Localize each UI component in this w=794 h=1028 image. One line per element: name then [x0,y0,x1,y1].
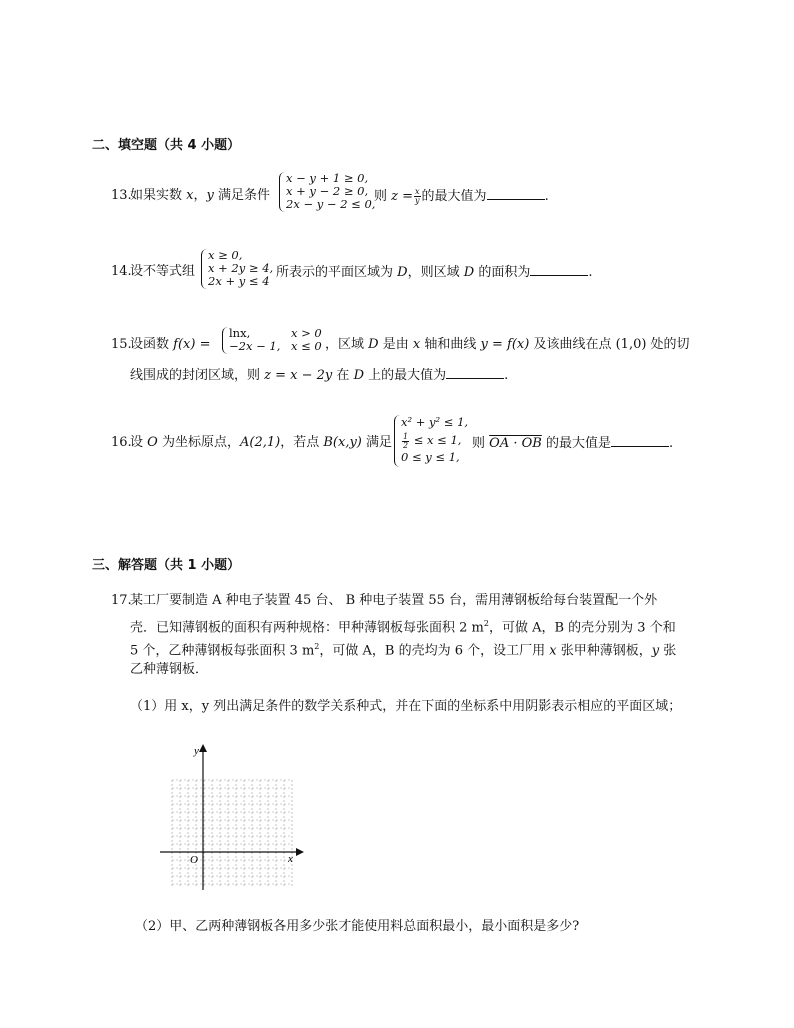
q15-line2: 线围成的封闭区域，则 z = x − 2y 在 D 上的最大值为 . [130,368,509,383]
q15-number: 15. [111,337,132,352]
q15-piecewise: lnx, x > 0 −2x − 1, x ≤ 0 [222,327,322,353]
x-axis-label: x [288,853,293,865]
q15-answer-blank[interactable] [446,366,504,379]
q16-prefix: 设 O 为坐标原点，A(2,1)，若点 B(x,y) 满足 [130,435,393,450]
q17-line2: 壳．已知薄钢板的面积有两种规格：甲种薄钢板每张面积 2 $m^2$，可做 A，B 的壳分别为 3 个和 [130,619,676,636]
q17-part1: （1）用 x，y 列出满足条件的数学关系种式，并在下面的坐标系中用阴影表示相应的平面区域； [130,699,682,714]
q15-prefix: 设函数 f(x) = [130,337,211,352]
q17-part2: （2）甲、乙两种薄钢板各用多少张才能使用料总面积最小，最小面积是多少? [135,919,580,934]
coordinate-grid[interactable] [150,740,310,900]
origin-label: O [190,854,198,866]
q14-number: 14. [111,264,132,279]
q16-constraint-system: x² + y² ≤ 1, $\frac{1}{2}$ ≤ x ≤ 1, 0 ≤ y ≤ 1, [394,415,468,465]
q14-constraint-system: x ≥ 0, x + 2y ≥ 4, 2x + y ≤ 4 [201,249,273,288]
q13-prefix: 如果实数 x，y 满足条件 [130,188,271,203]
q16-dot-product: OA · OB [489,436,542,451]
q13-objective: 则 z = $\frac{x}{y}$ 的最大值为 . [374,187,549,205]
q14-text: 所表示的平面区域为 D，则区域 D 的面积为 . [276,265,593,280]
q17-number: 17. [111,593,132,608]
q16-number: 16. [111,435,132,450]
q17-line1: 某工厂要制造 A 种电子装置 45 台、 B 种电子装置 55 台，需用薄钢板给每台装置配一个外 [130,593,658,608]
q13-constraint-system: x − y + 1 ≥ 0, x + y − 2 ≥ 0, 2x − y − 2 ≤ 0, [279,172,375,211]
x-axis-arrow-icon [296,848,304,856]
y-axis-label: y [194,745,199,757]
q17-line3: 5 个，乙种薄钢板每张面积 3 $m^2$，可做 A，B 的壳均为 6 个，设工厂用 x 张甲种薄钢板，y 张 [130,642,677,659]
q16-answer-blank[interactable] [611,434,669,447]
q13-answer-blank[interactable] [487,187,545,200]
q13-number: 13. [111,188,132,203]
section-title-solution: 三、解答题（共 1 小题） [92,558,241,573]
q15-line1: ，区域 D 是由 x 轴和曲线 y = f(x) 及该曲线在点 (1,0) 处的切 [325,337,690,352]
q14-prefix: 设不等式组 [130,264,196,279]
q16-objective: 则 OA · OB 的最大值是 . [472,436,674,451]
section-title-fill-in: 二、填空题（共 4 小题） [92,138,241,153]
q17-line4: 乙种薄钢板． [130,662,209,677]
q14-answer-blank[interactable] [530,263,588,276]
y-axis-arrow-icon [199,744,207,752]
